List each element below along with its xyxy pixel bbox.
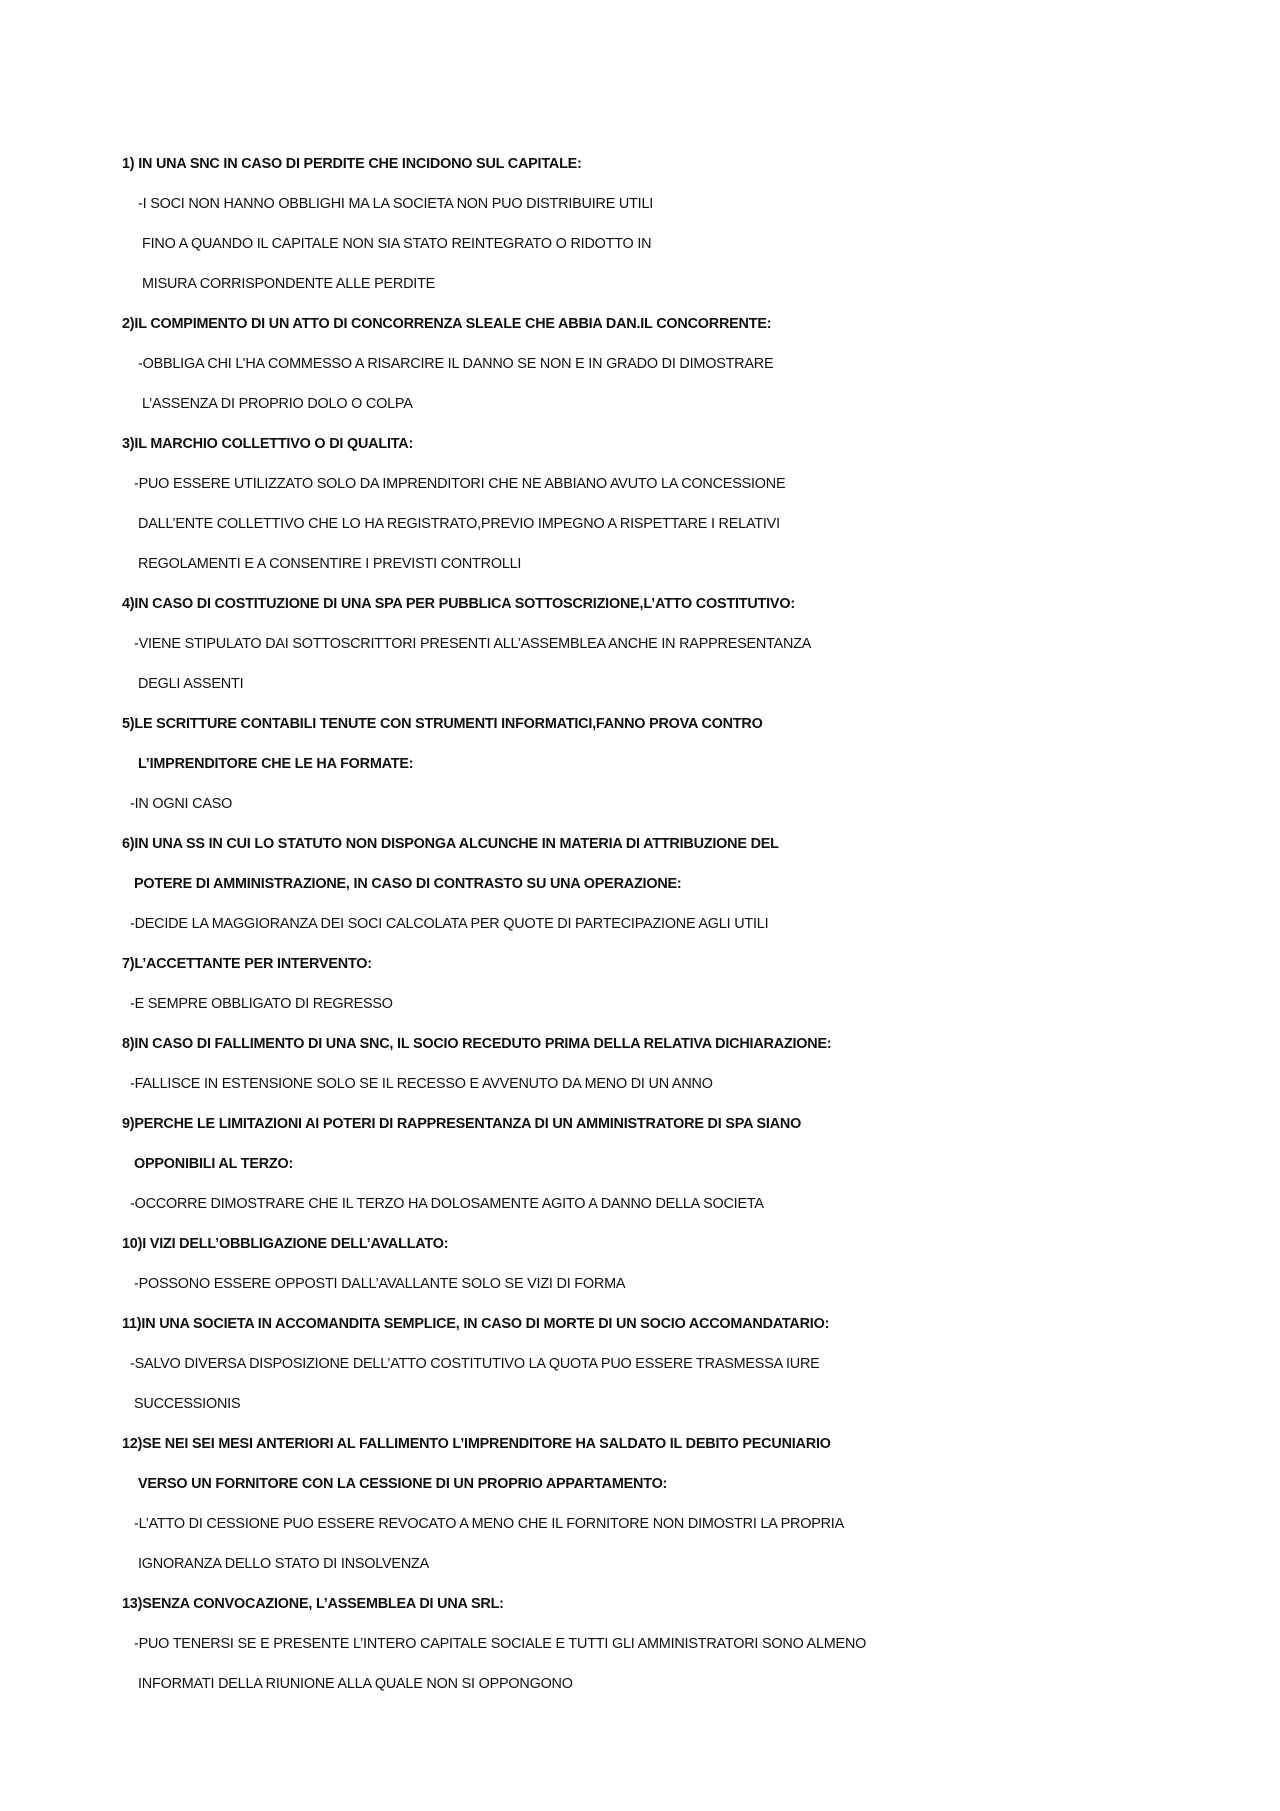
answer-text: FINO A QUANDO IL CAPITALE NON SIA STATO REINTEGRATO O RIDOTTO IN [142, 236, 652, 252]
answer-text: IGNORANZA DELLO STATO DI INSOLVENZA [138, 1556, 429, 1572]
answer-text: -FALLISCE IN ESTENSIONE SOLO SE IL RECESSO E AVVENUTO DA MENO DI UN ANNO [130, 1076, 713, 1092]
question-text: POTERE DI AMMINISTRAZIONE, IN CASO DI CONTRASTO SU UNA OPERAZIONE: [134, 876, 682, 892]
answer-text: -POSSONO ESSERE OPPOSTI DALL’AVALLANTE SOLO SE VIZI DI FORMA [134, 1276, 626, 1292]
answer-text: -OCCORRE DIMOSTRARE CHE IL TERZO HA DOLOSAMENTE AGITO A DANNO DELLA SOCIETA [130, 1196, 764, 1212]
question-text: 7)L’ACCETTANTE PER INTERVENTO: [122, 956, 372, 972]
answer-text: -PUO ESSERE UTILIZZATO SOLO DA IMPRENDITORI CHE NE ABBIANO AVUTO LA CONCESSIONE [134, 476, 786, 492]
answer-text: INFORMATI DELLA RIUNIONE ALLA QUALE NON SI OPPONGONO [138, 1676, 573, 1692]
answer-text: -IN OGNI CASO [130, 796, 233, 812]
question-text: 1) IN UNA SNC IN CASO DI PERDITE CHE INCIDONO SUL CAPITALE: [122, 156, 582, 172]
question-text: 3)IL MARCHIO COLLETTIVO O DI QUALITA: [122, 436, 414, 452]
answer-text: -PUO TENERSI SE E PRESENTE L’INTERO CAPITALE SOCIALE E TUTTI GLI AMMINISTRATORI SONO ALMENO [134, 1636, 867, 1652]
answer-text: -L’ATTO DI CESSIONE PUO ESSERE REVOCATO A MENO CHE IL FORNITORE NON DIMOSTRI LA PROPRIA [134, 1516, 844, 1532]
answer-text: -I SOCI NON HANNO OBBLIGHI MA LA SOCIETA NON PUO DISTRIBUIRE UTILI [138, 196, 654, 212]
question-text: 13)SENZA CONVOCAZIONE, L’ASSEMBLEA DI UNA SRL: [122, 1596, 504, 1612]
answer-text: -SALVO DIVERSA DISPOSIZIONE DELL’ATTO COSTITUTIVO LA QUOTA PUO ESSERE TRASMESSA IURE [130, 1356, 820, 1372]
question-text: 2)IL COMPIMENTO DI UN ATTO DI CONCORRENZA SLEALE CHE ABBIA DAN.IL CONCORRENTE: [122, 316, 772, 332]
answer-text: MISURA CORRISPONDENTE ALLE PERDITE [142, 276, 436, 292]
question-text: 11)IN UNA SOCIETA IN ACCOMANDITA SEMPLICE, IN CASO DI MORTE DI UN SOCIO ACCOMANDATARIO: [122, 1316, 830, 1332]
question-text: 5)LE SCRITTURE CONTABILI TENUTE CON STRUMENTI INFORMATICI,FANNO PROVA CONTRO [122, 716, 763, 732]
question-text: 6)IN UNA SS IN CUI LO STATUTO NON DISPONGA ALCUNCHE IN MATERIA DI ATTRIBUZIONE DEL [122, 836, 779, 852]
question-text: 10)I VIZI DELL’OBBLIGAZIONE DELL’AVALLATO: [122, 1236, 449, 1252]
answer-text: SUCCESSIONIS [134, 1396, 241, 1412]
answer-text: L’ASSENZA DI PROPRIO DOLO O COLPA [142, 396, 413, 412]
answer-text: REGOLAMENTI E A CONSENTIRE I PREVISTI CONTROLLI [138, 556, 522, 572]
answer-text: DEGLI ASSENTI [138, 676, 244, 692]
answer-text: -DECIDE LA MAGGIORANZA DEI SOCI CALCOLATA PER QUOTE DI PARTECIPAZIONE AGLI UTILI [130, 916, 769, 932]
answer-text: -VIENE STIPULATO DAI SOTTOSCRITTORI PRESENTI ALL’ASSEMBLEA ANCHE IN RAPPRESENTANZA [134, 636, 812, 652]
answer-text: DALL’ENTE COLLETTIVO CHE LO HA REGISTRATO,PREVIO IMPEGNO A RISPETTARE I RELATIVI [138, 516, 780, 532]
question-text: 12)SE NEI SEI MESI ANTERIORI AL FALLIMENTO L’IMPRENDITORE HA SALDATO IL DEBITO PECUNIARIO [122, 1436, 831, 1452]
question-text: 9)PERCHE LE LIMITAZIONI AI POTERI DI RAPPRESENTANZA DI UN AMMINISTRATORE DI SPA SIANO [122, 1116, 802, 1132]
question-text: OPPONIBILI AL TERZO: [134, 1156, 294, 1172]
question-text: L’IMPRENDITORE CHE LE HA FORMATE: [138, 756, 414, 772]
answer-text: -E SEMPRE OBBLIGATO DI REGRESSO [130, 996, 393, 1012]
question-text: 4)IN CASO DI COSTITUZIONE DI UNA SPA PER PUBBLICA SOTTOSCRIZIONE,L’ATTO COSTITUTIVO: [122, 596, 795, 612]
answer-text: -OBBLIGA CHI L’HA COMMESSO A RISARCIRE IL DANNO SE NON E IN GRADO DI DIMOSTRARE [138, 356, 774, 372]
question-text: VERSO UN FORNITORE CON LA CESSIONE DI UN PROPRIO APPARTAMENTO: [138, 1476, 668, 1492]
question-text: 8)IN CASO DI FALLIMENTO DI UNA SNC, IL SOCIO RECEDUTO PRIMA DELLA RELATIVA DICHIARAZIONE: [122, 1036, 832, 1052]
